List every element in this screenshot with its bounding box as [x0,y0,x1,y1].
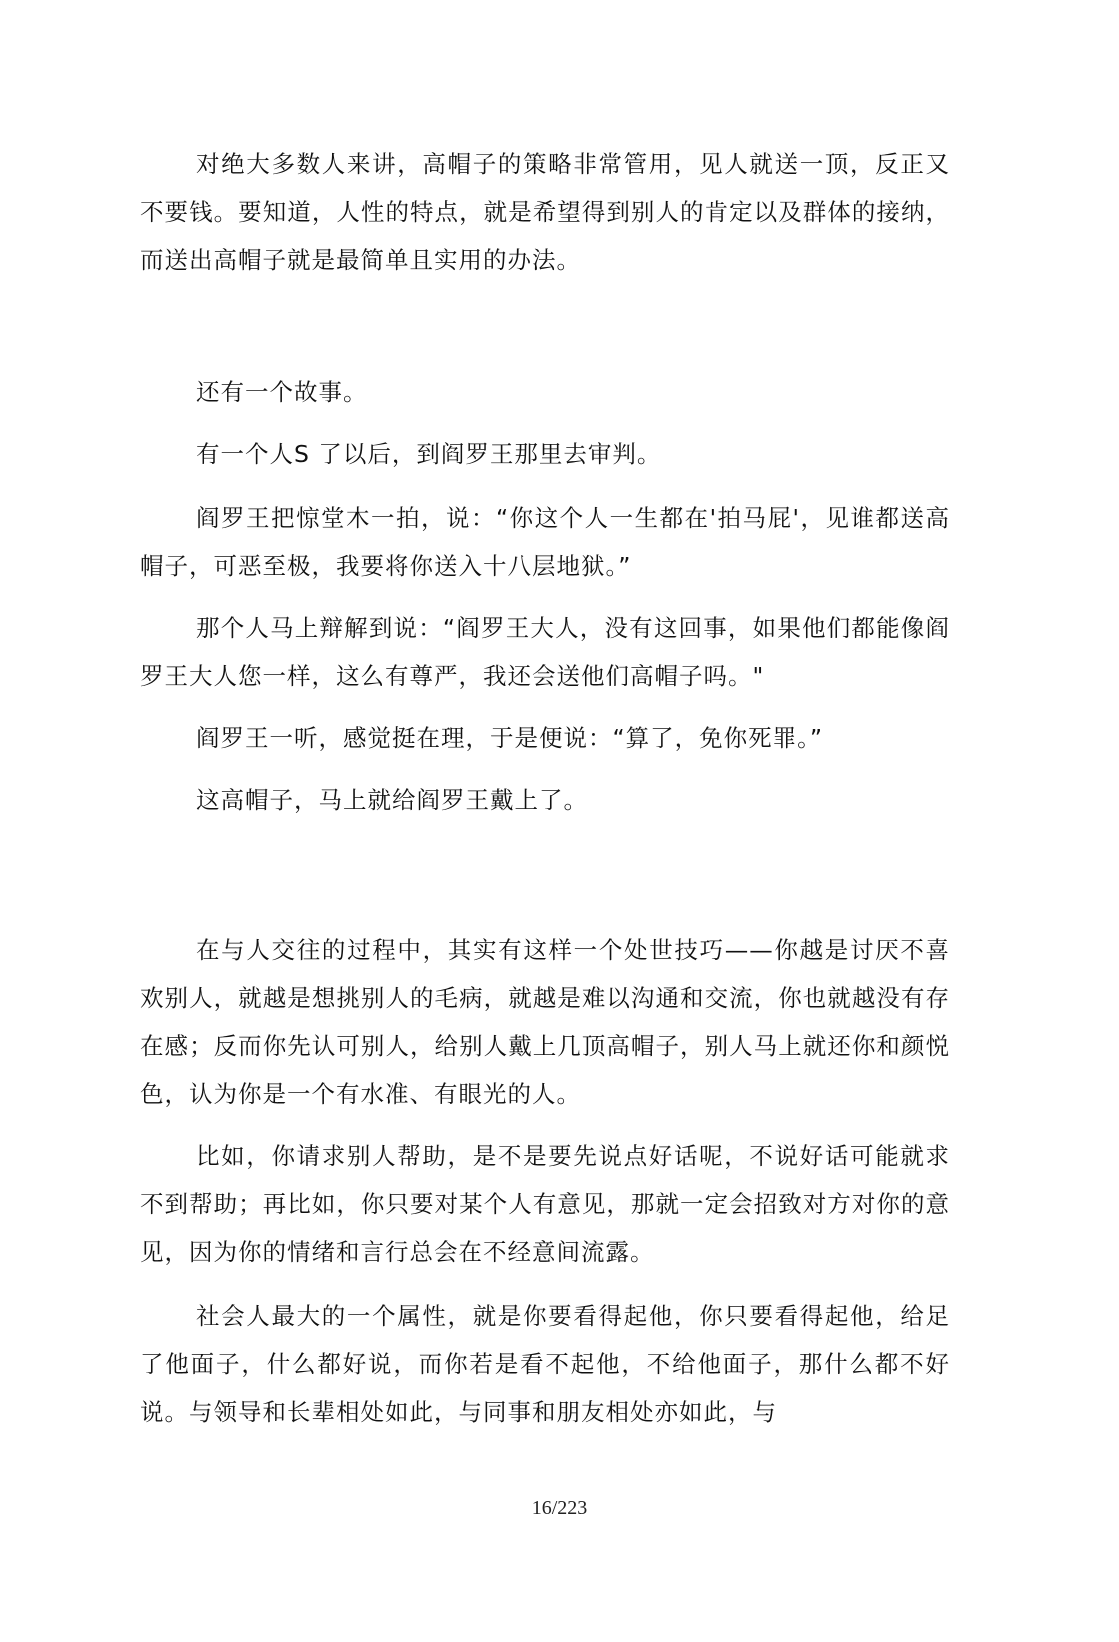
paragraph-3: 有一个人S 了以后，到阎罗王那里去审判。 [196,440,662,468]
paragraph-1: 对绝大多数人来讲，高帽子的策略非常管用，见人就送一顶，反正又不要钱。要知道，人性的特点，就是希望得到别人的肯定以及群体的接纳，而送出高帽子就是最简单且实用的办法。 [140,150,950,274]
paragraph-4: 阎罗王把惊堂木一拍，说：“你这个人一生都在'拍马屁'，见谁都送高帽子，可恶至极，我要将你送入十八层地狱。” [140,504,950,580]
paragraph-2: 还有一个故事。 [196,378,368,406]
paragraph-7: 这高帽子，马上就给阎罗王戴上了。 [196,786,588,814]
page-number: 16/223 [531,1497,588,1519]
paragraph-10: 社会人最大的一个属性，就是你要看得起他，你只要看得起他，给足了他面子，什么都好说，而你若是看不起他，不给他面子，那什么都不好说。与领导和长辈相处如此，与同事和朋友相处亦如此，与 [140,1302,950,1426]
paragraph-9: 比如，你请求别人帮助，是不是要先说点好话呢，不说好话可能就求不到帮助；再比如，你只要对某个人有意见，那就一定会招致对方对你的意见，因为你的情绪和言行总会在不经意间流露。 [140,1142,950,1266]
paragraph-6: 阎罗王一听，感觉挺在理，于是便说：“算了，免你死罪。” [196,724,824,752]
paragraph-5: 那个人马上辩解到说：“阎罗王大人，没有这回事，如果他们都能像阎罗王大人您一样，这么有尊严，我还会送他们高帽子吗。" [140,614,950,690]
paragraph-8: 在与人交往的过程中，其实有这样一个处世技巧——你越是讨厌不喜欢别人，就越是想挑别人的毛病，就越是难以沟通和交流，你也就越没有存在感；反而你先认可别人，给别人戴上几顶高帽子，别人马上就还你和颜悦色，认为你是一个有水准、有眼光的人。 [140,936,950,1108]
